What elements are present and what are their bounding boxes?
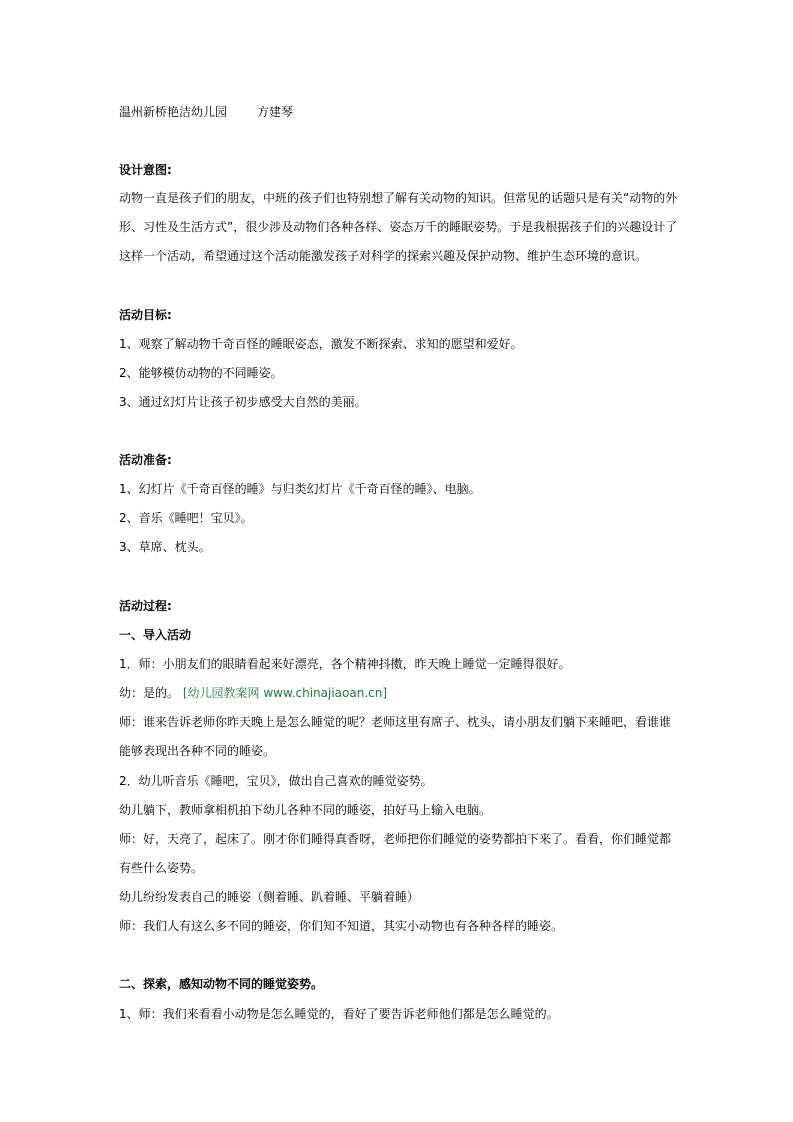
prep-item: 1、幻灯片《千奇百怪的睡》与归类幻灯片《千奇百怪的睡》、电脑。 [119, 482, 481, 496]
process-line: 有些什么姿势。 [119, 861, 204, 875]
goal-item: 1、观察了解动物千奇百怪的睡眠姿态，激发不断探索、求知的愿望和爱好。 [119, 337, 523, 351]
process-line: 师：我们人有这么多不同的睡姿，你们知不知道，其实小动物也有各种各样的睡姿。 [119, 919, 564, 933]
goal-item: 3、通过幻灯片让孩子初步感受大自然的美丽。 [119, 395, 367, 409]
section2-title: 二、探索，感知动物不同的睡觉姿势。 [119, 977, 324, 991]
school-name: 温州新桥艳洁幼儿园 [119, 105, 228, 119]
design-paragraph-line: 这样一个活动，希望通过这个活动能激发孩子对科学的探索兴趣及保护动物、维护生态环境的意识。 [119, 249, 648, 263]
prep-title: 活动准备: [119, 453, 172, 467]
section1-title: 一、导入活动 [119, 628, 192, 642]
child-response: 幼：是的。 [119, 686, 180, 700]
prep-item: 3、草席、枕头。 [119, 540, 211, 554]
process-line: 幼儿躺下，教师拿相机拍下幼儿各种不同的睡姿，拍好马上输入电脑。 [119, 803, 492, 817]
design-paragraph-line: 形、习性及生活方式”，很少涉及动物们各种各样、姿态万千的睡眠姿势。于是我根据孩子们的兴趣设计了 [119, 220, 678, 234]
process-title: 活动过程: [119, 599, 172, 613]
process-line: 能够表现出各种不同的睡姿。 [119, 744, 276, 758]
process-line: 师：好，天亮了，起床了。刚才你们睡得真香呀，老师把你们睡觉的姿势都拍下来了。看看，你们睡觉都 [119, 832, 672, 846]
goal-item: 2、能够模仿动物的不同睡姿。 [119, 366, 283, 380]
author-name: 方建琴 [257, 105, 294, 119]
process-line: 1、师：我们来看看小动物是怎么睡觉的，看好了要告诉老师他们都是怎么睡觉的。 [119, 1007, 559, 1021]
design-title: 设计意图: [119, 163, 172, 177]
design-paragraph-line: 动物一直是孩子们的朋友，中班的孩子们也特别想了解有关动物的知识。但常见的话题只是有关“动物的外 [119, 191, 678, 205]
goals-title: 活动目标: [119, 308, 172, 322]
process-line: 幼儿纷纷发表自己的睡姿（侧着睡、趴着睡、平躺着睡） [119, 890, 420, 904]
process-line: 1．师：小朋友们的眼睛看起来好漂亮，各个精神抖擞，昨天晚上睡觉一定睡得很好。 [119, 657, 571, 671]
child-response-line [119, 685, 387, 701]
process-line: 师：谁来告诉老师你昨天晚上是怎么睡觉的呢？老师这里有席子、枕头，请小朋友们躺下来睡吧，看谁谁 [119, 715, 672, 729]
source-link[interactable]: [幼儿园教案网 www.chinajiaoan.cn] [182, 686, 388, 700]
prep-item: 2、音乐《睡吧！宝贝》。 [119, 511, 253, 525]
header-line [119, 104, 293, 120]
process-line: 2．幼儿听音乐《睡吧，宝贝》，做出自己喜欢的睡觉姿势。 [119, 774, 433, 788]
